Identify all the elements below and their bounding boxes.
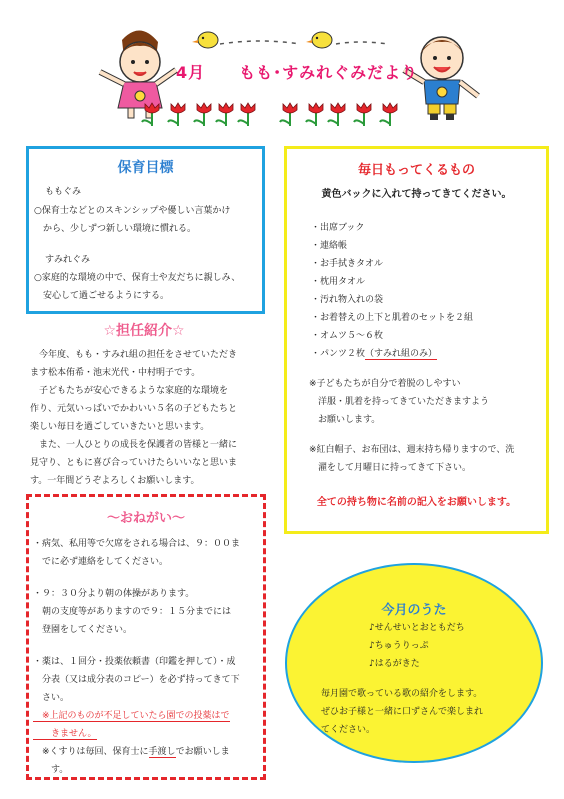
chick-icon-left	[192, 32, 218, 48]
song-desc-line: ぜひお子様と一緒に口ずさんで楽しまれ	[321, 707, 484, 717]
item-note: （すみれ組のみ）	[365, 349, 438, 359]
staff-line: 作り、元気いっぱいでかわいい５名の子どもたちと	[30, 404, 238, 414]
staff-line: 子どもたちが安心できるような家庭的な環境を	[30, 386, 229, 396]
note-text: でお願いしま	[175, 747, 230, 757]
tulip-row	[142, 103, 397, 126]
request-line: ・９：３０分より朝の体操があります。	[33, 589, 195, 599]
song-desc-line: 毎月園で歌っている歌の紹介をします。	[321, 689, 483, 699]
song-oval	[285, 563, 543, 763]
sumire-label: すみれぐみ	[45, 255, 91, 265]
note-line: お願いします。	[309, 415, 381, 425]
request-note-line	[33, 743, 240, 761]
staff-line: 楽しい毎日を過ごしていきたいと思います。	[30, 422, 210, 432]
tulip-icon	[380, 103, 397, 126]
request-note-line	[33, 707, 240, 725]
tulip-icon	[238, 103, 255, 126]
request-line: でに必ず連絡をしてください。	[33, 557, 169, 567]
list-item: ・枕用タオル	[311, 277, 366, 287]
list-item: ・お手拭きタオル	[311, 259, 384, 269]
request-note-line	[33, 725, 240, 743]
staff-line: ます松本侑希・池末光代・中村明子です。	[30, 368, 201, 378]
request-line: 朝の支度等がありますので９：１５分までには	[33, 607, 232, 617]
items-note-1	[309, 375, 489, 429]
momo-label: ももぐみ	[45, 187, 82, 197]
tulip-icon	[354, 103, 371, 126]
song-description	[321, 685, 483, 739]
note-text: きません。	[33, 729, 97, 739]
sumire-goal-line-1: ○家庭的な環境の中で、保育士や友だちに親しみ、	[34, 273, 241, 283]
chick-icon-right	[306, 32, 332, 48]
note-line: ※紅白帽子、お布団は、週末持ち帰りますので、洗	[309, 445, 515, 455]
tulip-icon	[306, 103, 323, 126]
requests-title: ～おねがい～	[106, 511, 185, 526]
request-note-line: す。	[33, 765, 69, 775]
song-title: 今月のうた	[381, 603, 447, 618]
note-text: ※くすりは毎回、保育士に	[33, 747, 149, 757]
tulip-icon	[328, 103, 345, 126]
newsletter-title	[176, 60, 418, 83]
tulip-icon	[168, 103, 185, 126]
goals-box	[26, 146, 265, 314]
request-line: ・薬は、１回分・投薬依頼書（印鑑を押して）・成	[33, 657, 236, 667]
song-item: ♪ちゅうりっぷ	[369, 641, 429, 651]
items-note-2	[309, 441, 514, 477]
song-item: ♪はるがきた	[369, 659, 420, 669]
items-subtitle: 黄色バックに入れて持ってきてください。	[321, 189, 512, 200]
momo-goal-line-1: ○保育士などとのスキンシップや優しい言葉かけ	[34, 206, 231, 216]
list-item: ・連絡帳	[311, 241, 348, 251]
note-text: ※上記のものが不足していたら園での投薬はで	[33, 711, 230, 721]
song-item: ♪せんせいとおともだち	[369, 623, 465, 633]
girl-illustration	[100, 30, 176, 118]
month-label: 4月	[176, 63, 206, 82]
staff-line: また、一人ひとりの成長を保護者の皆様と一緒に	[30, 440, 238, 450]
list-item: ・出席ブック	[311, 223, 365, 233]
list-item: ・お着替えの上下と肌着のセットを２組	[311, 313, 474, 323]
request-line: さい。	[33, 693, 70, 703]
note-line: ※子どもたちが自分で着脱のしやすい	[309, 379, 461, 389]
momo-goal-line-2: から、少しずつ新しい環境に慣れる。	[34, 224, 197, 234]
staff-title: ☆担任紹介☆	[103, 323, 185, 339]
item-text: ・パンツ２枚	[311, 349, 366, 359]
note-line: 濯をして月曜日に持ってきて下さい。	[309, 463, 472, 473]
title-text: もも･すみれぐみだより	[239, 63, 419, 82]
items-title: 毎日もってくるもの	[357, 163, 475, 178]
staff-line: す。一年間どうぞよろしくお願いします。	[30, 476, 200, 486]
items-list	[311, 219, 473, 363]
list-item: ・オムツ５～６枚	[311, 331, 384, 341]
song-desc-line: てください。	[321, 725, 376, 735]
song-list	[369, 619, 465, 673]
tulip-icon	[216, 103, 233, 126]
staff-line: 今年度、もも・すみれ組の担任をさせていただき	[30, 350, 238, 360]
request-line: 分表（又は成分表のコピー）を必ず持ってきて下	[33, 675, 240, 685]
list-item: ・汚れ物入れの袋	[311, 295, 384, 305]
requests-box	[26, 494, 266, 780]
goals-title: 保育目標	[117, 160, 174, 176]
list-item	[311, 345, 473, 363]
request-line: ・病気、私用等で欠席をされる場合は、９：００ま	[33, 539, 241, 549]
requests-body	[33, 535, 240, 779]
items-footer: 全ての持ち物に名前の記入をお願いします。	[316, 497, 517, 508]
tulip-icon	[194, 103, 211, 126]
items-box	[284, 146, 549, 534]
sumire-goal-line-2: 安心して過ごせるようにする。	[34, 291, 170, 301]
tulip-icon	[280, 103, 297, 126]
request-line: 登園をしてください。	[33, 625, 133, 635]
note-emphasis: 手渡し	[148, 747, 176, 757]
staff-intro	[30, 346, 237, 490]
note-line: 洋服・肌着を持ってきていただきますよう	[309, 397, 490, 407]
staff-line: 見守り、ともに喜び合っていけたらいいなと思いま	[30, 458, 238, 468]
